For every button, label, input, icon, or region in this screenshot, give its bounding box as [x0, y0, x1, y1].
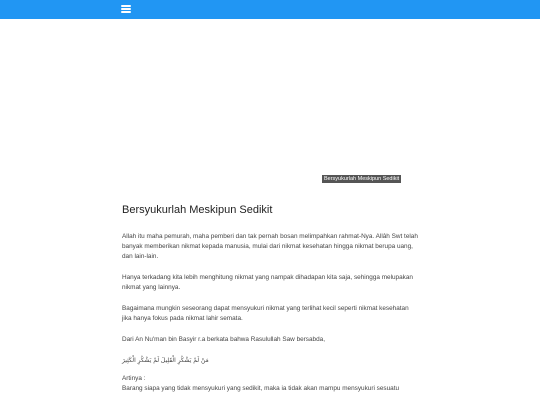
translation-text: Barang siapa yang tidak mensyukuri yang sedikit, maka ia tidak akan mampu mensyukuri sesuatu	[122, 385, 400, 392]
arabic-hadith: مَنْ لَمْ يَشْكُرِ الْقَلِيلَ لَمْ يَشْكُرِ الْكَثِيرَ	[122, 357, 209, 364]
translation-label: Artinya :	[122, 375, 146, 382]
article-title: Bersyukurlah Meskipun Sedikit	[122, 204, 273, 216]
hamburger-menu-icon[interactable]	[121, 5, 132, 14]
menu-line	[121, 5, 131, 7]
paragraph: Allah itu maha pemurah, maha pemberi dan tak pernah bosan melimpahkan rahmat-Nya. Allâh Swt telah banyak memberikan nikmat kepada manusia, mulai dari nikmat kesehatan hingga nikmat berupa uang, dan lain-lain.	[122, 233, 418, 260]
article-body	[122, 232, 420, 394]
menu-line	[121, 8, 131, 10]
paragraph: Bagaimana mungkin seseorang dapat mensyukuri nikmat yang terlihat kecil seperti nikmat kesehatan jika hanya fokus pada nikmat lahir semata.	[122, 305, 409, 322]
top-app-bar	[0, 0, 540, 19]
image-caption: Bersyukurlah Meskipun Sedikit	[324, 176, 400, 182]
paragraph: Hanya terkadang kita lebih menghitung nikmat yang nampak dihadapan kita saja, sehingga melupakan nikmat yang lainnya.	[122, 274, 413, 291]
paragraph: Dari An Nu'man bin Basyir r.a berkata bahwa Rasulullah Saw bersabda,	[122, 336, 325, 343]
menu-line	[121, 11, 131, 13]
